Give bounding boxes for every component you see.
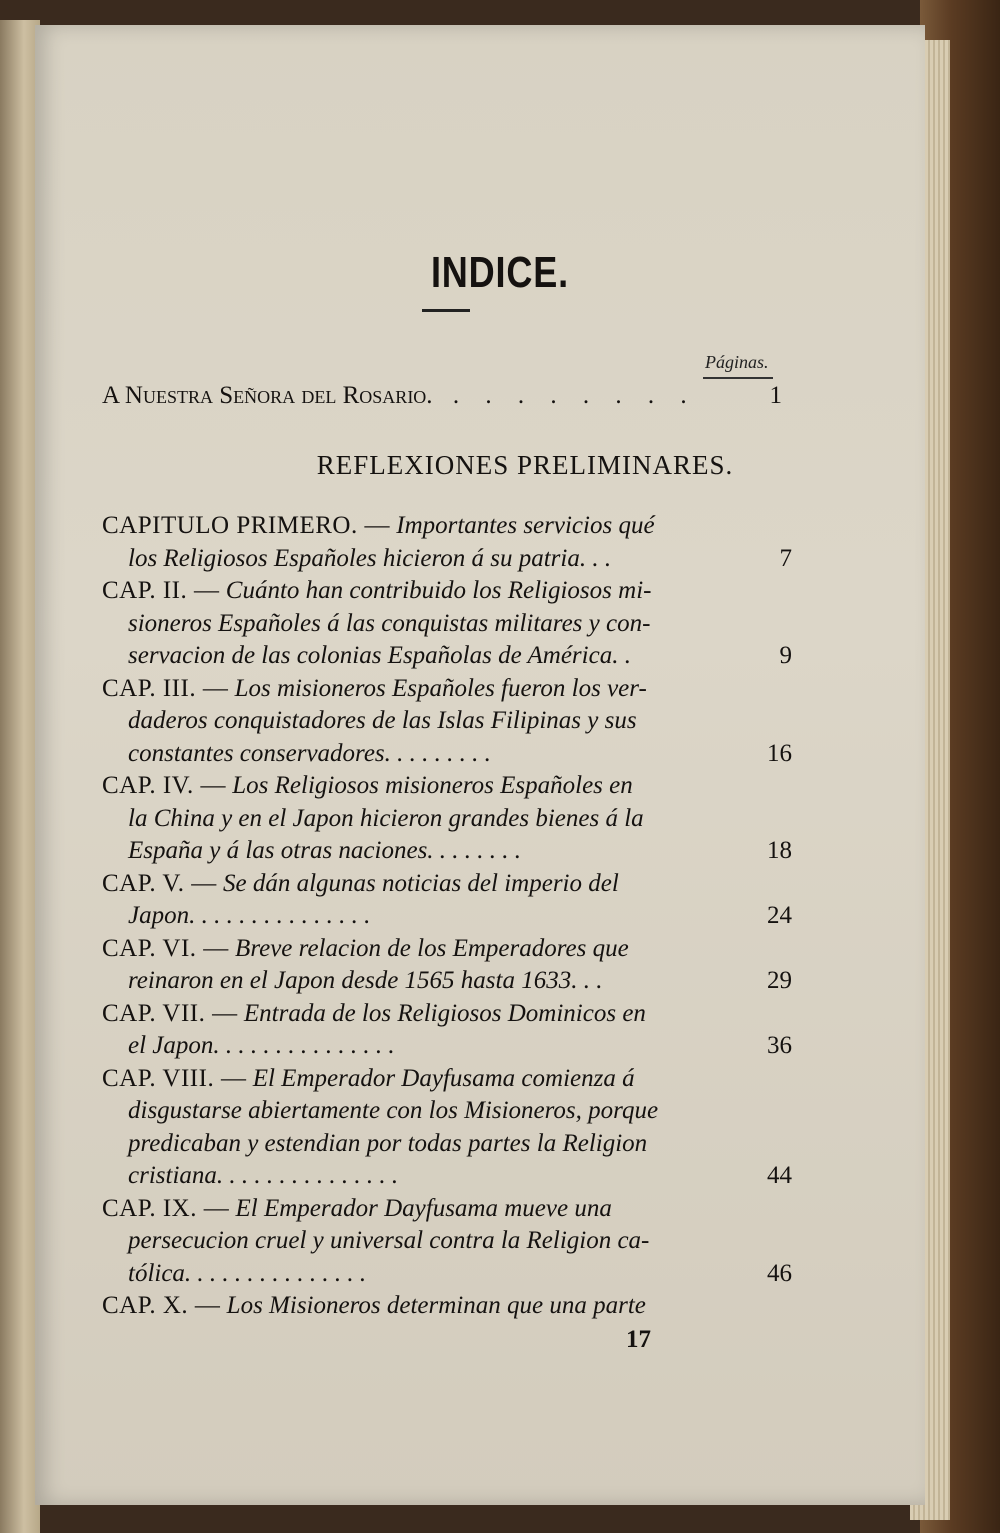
chapter-page-number: 18 bbox=[767, 837, 792, 864]
left-page-edge bbox=[0, 20, 40, 1533]
paginas-rule bbox=[703, 377, 773, 379]
chapter-page-number: 7 bbox=[779, 544, 792, 572]
toc-entry-line bbox=[102, 1095, 722, 1128]
toc-entry bbox=[102, 868, 792, 933]
chapter-description: El Emperador Dayfusama mueve una bbox=[235, 1194, 612, 1222]
toc-entry bbox=[102, 998, 792, 1063]
toc-entry bbox=[102, 1063, 792, 1193]
toc-entry-line bbox=[102, 1193, 722, 1226]
chapter-label: CAP. III. — bbox=[102, 674, 229, 702]
toc-entry-line bbox=[102, 933, 722, 966]
toc-entry-line bbox=[102, 1128, 722, 1161]
chapter-description: Cuánto han contribuido los Religiosos mi- bbox=[225, 577, 652, 604]
toc-entry-line bbox=[102, 1030, 722, 1063]
chapter-description: Se dán algunas noticias del imperio del bbox=[223, 869, 619, 897]
title-rule bbox=[422, 309, 470, 312]
chapter-description: Japon. . . . . . . . . . . . . . . bbox=[128, 902, 371, 929]
chapter-page-number: 29 bbox=[767, 967, 792, 994]
chapter-label: CAP. II. — bbox=[102, 577, 220, 604]
toc-entry-line bbox=[102, 608, 722, 641]
toc-entry-line bbox=[102, 575, 722, 608]
dedication-text: A Nuestra Señora del Rosario. bbox=[102, 382, 433, 409]
chapter-page-number: 16 bbox=[767, 739, 792, 767]
toc-entry-line bbox=[102, 543, 722, 576]
chapter-label: CAP. IX. — bbox=[102, 1194, 230, 1222]
toc-entry-line bbox=[102, 640, 722, 673]
chapter-description: Los Misioneros determinan que una parte bbox=[226, 1292, 646, 1319]
chapter-description: la China y en el Japon hicieron grandes bienes á la bbox=[128, 804, 644, 832]
toc-entry bbox=[102, 575, 792, 673]
toc-entry-line bbox=[102, 738, 722, 771]
chapter-page-number: 9 bbox=[779, 642, 792, 669]
paginas-label: Páginas. bbox=[705, 352, 769, 372]
chapter-description: Importantes servicios qué bbox=[396, 512, 655, 539]
chapter-description: el Japon. . . . . . . . . . . . . . . bbox=[128, 1032, 395, 1059]
toc-entry-line bbox=[102, 803, 722, 836]
chapter-description: Los misioneros Españoles fueron los ver- bbox=[234, 674, 647, 702]
chapter-description: servacion de las colonias Españolas de América. . bbox=[128, 642, 631, 669]
chapter-description: sioneros Españoles á las conquistas militares y con- bbox=[128, 609, 651, 637]
toc-entry-line bbox=[102, 835, 722, 868]
toc-entry-line bbox=[102, 1258, 722, 1291]
toc-entry bbox=[102, 770, 792, 868]
chapter-label: CAP. VI. — bbox=[102, 934, 229, 962]
toc-entry-line bbox=[102, 1063, 722, 1096]
chapter-label: CAP. X. — bbox=[102, 1292, 221, 1319]
toc-entry bbox=[102, 673, 792, 771]
page-title: INDICE. bbox=[430, 248, 570, 297]
chapter-label: CAPITULO PRIMERO. — bbox=[102, 512, 390, 539]
toc-entry-line bbox=[102, 1290, 722, 1323]
chapter-description: los Religiosos Españoles hicieron á su patria. . . bbox=[128, 544, 612, 572]
chapter-description: cristiana. . . . . . . . . . . . . . . bbox=[128, 1162, 399, 1189]
toc-entry bbox=[102, 1193, 792, 1291]
section-heading: REFLEXIONES PRELIMINARES. bbox=[316, 450, 734, 480]
toc-entry bbox=[102, 933, 792, 998]
chapter-label: CAP. V. — bbox=[102, 869, 217, 897]
chapter-label: CAP. VII. — bbox=[102, 999, 238, 1027]
toc-entry bbox=[102, 510, 792, 575]
toc-entry-line bbox=[102, 900, 722, 933]
toc-entry-line bbox=[102, 998, 722, 1031]
chapter-description: persecucion cruel y universal contra la Religion ca- bbox=[128, 1227, 650, 1254]
chapter-description: Los Religiosos misioneros Españoles en bbox=[232, 772, 633, 799]
chapter-page-number: 46 bbox=[767, 1259, 792, 1287]
toc-entry-line bbox=[102, 673, 722, 706]
toc-entry-line bbox=[102, 705, 722, 738]
dedication-leader: . . . . . . . . bbox=[452, 382, 697, 409]
toc-entry-line bbox=[102, 965, 722, 998]
toc-entry-line bbox=[102, 510, 722, 543]
chapter-page-number: 44 bbox=[767, 1162, 792, 1189]
chapter-description: daderos conquistadores de las Islas Filipinas y sus bbox=[128, 707, 637, 734]
chapter-description: disgustarse abiertamente con los Misioneros, porque bbox=[128, 1097, 659, 1124]
chapter-description: reinaron en el Japon desde 1565 hasta 1633. . . bbox=[128, 967, 603, 994]
toc-list bbox=[102, 510, 792, 1323]
chapter-description: Entrada de los Religiosos Dominicos en bbox=[243, 999, 646, 1027]
toc-entry-line bbox=[102, 1160, 722, 1193]
chapter-description: constantes conservadores. . . . . . . . . bbox=[128, 739, 491, 767]
toc-entry-line bbox=[102, 868, 722, 901]
toc-dedication bbox=[102, 382, 782, 410]
chapter-label: CAP. IV. — bbox=[102, 772, 227, 799]
chapter-description: España y á las otras naciones. . . . . . . . bbox=[128, 837, 522, 864]
chapter-description: predicaban y estendian por todas partes la Religion bbox=[128, 1129, 648, 1157]
chapter-description: Breve relacion de los Emperadores que bbox=[235, 934, 629, 962]
dedication-page: 1 bbox=[769, 382, 782, 409]
page-folio: 17 bbox=[626, 1326, 651, 1353]
chapter-description: El Emperador Dayfusama comienza á bbox=[252, 1064, 635, 1092]
toc-entry-line bbox=[102, 770, 722, 803]
toc-entry bbox=[102, 1290, 792, 1323]
chapter-page-number: 36 bbox=[767, 1032, 792, 1059]
chapter-label: CAP. VIII. — bbox=[102, 1064, 247, 1092]
chapter-page-number: 24 bbox=[767, 902, 792, 929]
chapter-description: tólica. . . . . . . . . . . . . . . bbox=[128, 1259, 367, 1287]
toc-entry-line bbox=[102, 1225, 722, 1258]
